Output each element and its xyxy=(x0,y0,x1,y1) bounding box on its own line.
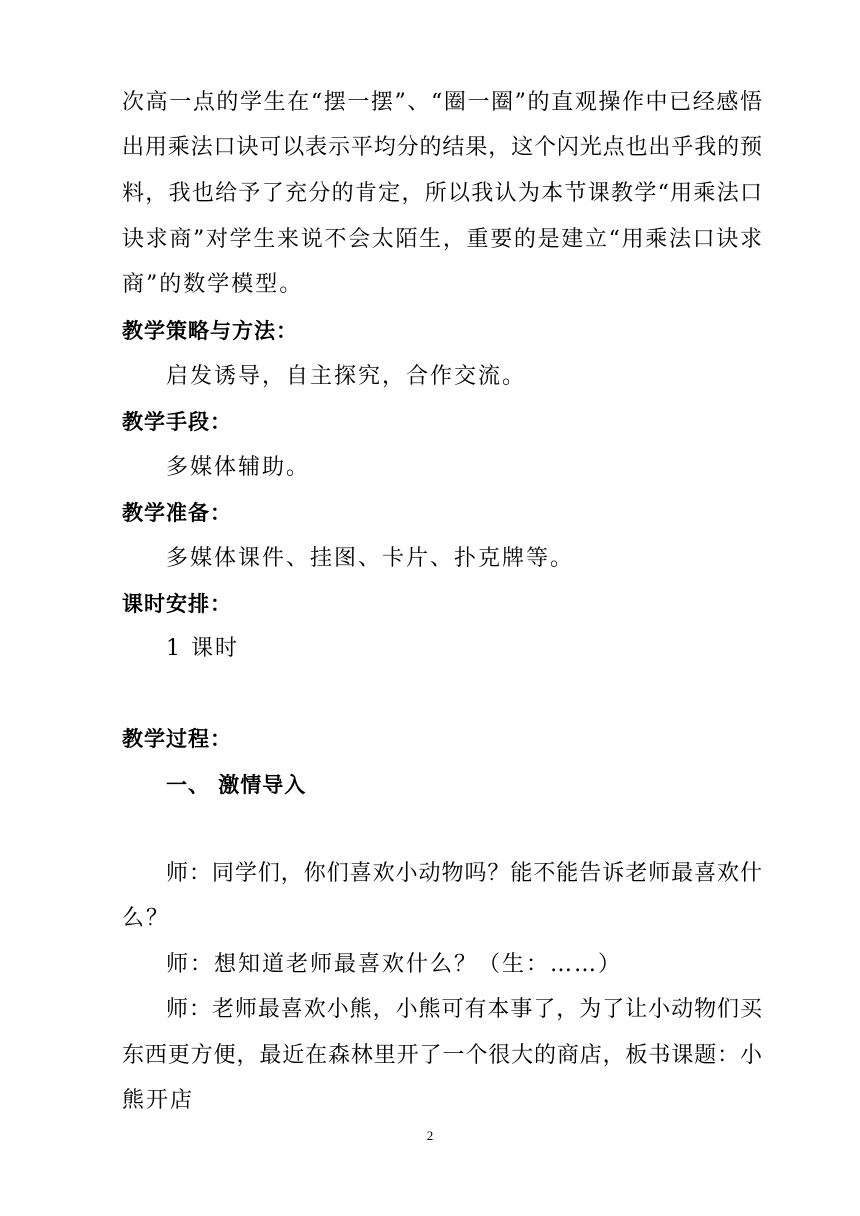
section-heading-preparation: 教学准备： xyxy=(122,501,232,525)
process-subheading: 一、 激情导入 xyxy=(166,773,307,797)
section-heading-strategy: 教学策略与方法： xyxy=(122,319,298,343)
section-content-preparation: 多媒体课件、挂图、卡片、扑克牌等。 xyxy=(166,546,575,571)
dialogue-3-line-3: 熊开店 xyxy=(122,1088,195,1113)
section-content-strategy: 启发诱导，自主探究，合作交流。 xyxy=(166,364,527,389)
intro-line-5: 商”的数学模型。 xyxy=(122,272,304,297)
section-content-schedule: 1 课时 xyxy=(166,636,239,661)
intro-line-4: 诀求商”对学生来说不会太陌生，重要的是建立“用乘法口诀求 xyxy=(122,227,762,252)
intro-line-2: 出用乘法口诀可以表示平均分的结果，这个闪光点也出乎我的预 xyxy=(122,135,762,160)
section-heading-means: 教学手段： xyxy=(122,410,232,434)
dialogue-2-line-1: 师：想知道老师最喜欢什么？（生：……） xyxy=(166,952,623,977)
intro-line-3: 料，我也给予了充分的肯定，所以我认为本节课教学“用乘法口 xyxy=(122,181,762,206)
section-content-means: 多媒体辅助。 xyxy=(166,455,311,480)
page-number: 2 xyxy=(426,1128,434,1143)
process-heading: 教学过程： xyxy=(122,727,232,751)
dialogue-1-line-2: 么？ xyxy=(122,906,171,931)
dialogue-3-line-1: 师：老师最喜欢小熊，小熊可有本事了，为了让小动物们买 xyxy=(166,997,762,1022)
dialogue-1-line-1: 师：同学们，你们喜欢小动物吗？能不能告诉老师最喜欢什 xyxy=(166,861,762,886)
intro-line-1: 次高一点的学生在“摆一摆”、“圈一圈”的直观操作中已经感悟 xyxy=(122,90,762,115)
section-heading-schedule: 课时安排： xyxy=(122,592,232,616)
dialogue-3-line-2: 东西更方便，最近在森林里开了一个很大的商店，板书课题：小 xyxy=(122,1043,762,1068)
